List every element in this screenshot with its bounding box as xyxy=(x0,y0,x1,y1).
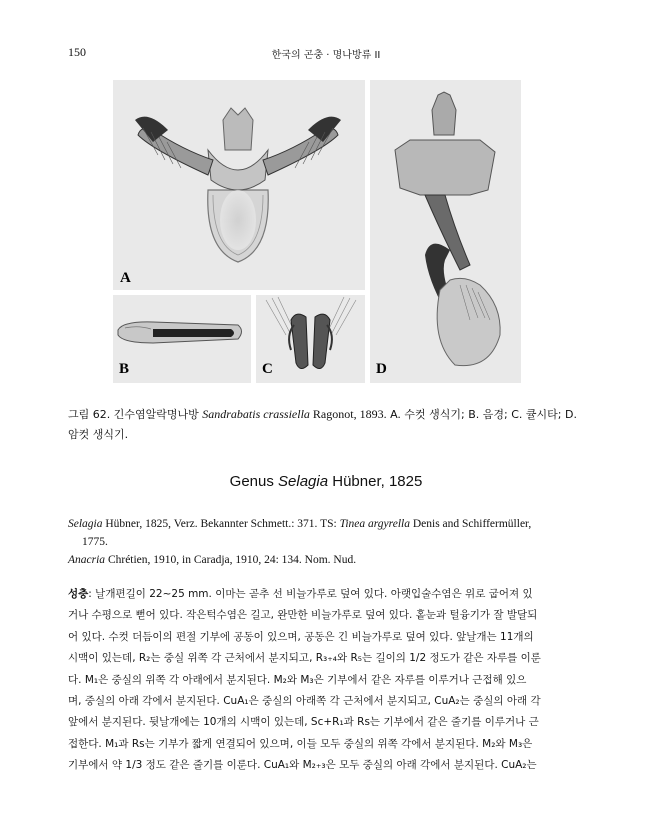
synonym-name: Selagia xyxy=(68,518,103,530)
synonym-citation: Chrétien, 1910, in Caradja, 1910, 24: 134. Nom. Nud. xyxy=(105,554,357,566)
caption-rest-line2: 암컷 생식기. xyxy=(68,428,129,441)
panel-label-d: D xyxy=(376,361,387,377)
caption-rest-line1: A. 수컷 생식기; B. 음경; C. 큘시타; D. xyxy=(386,408,577,421)
genus-name: Selagia xyxy=(278,473,329,490)
panel-label-a: A xyxy=(120,270,131,286)
figure-panel-c xyxy=(256,295,365,383)
caption-species: Sandrabatis crassiella xyxy=(202,407,310,421)
caption-authority: Ragonot, 1893. xyxy=(309,407,387,421)
male-genitalia-illustration xyxy=(113,80,365,290)
description-line: 앞에서 분지된다. 뒷날개에는 10개의 시맥이 있는데, Sc+R₁과 Rs는 기부에서 같은 줄기를 이루거나 근 xyxy=(68,716,539,729)
genus-authority: Hübner, 1825 xyxy=(328,473,423,490)
figure-panel-b xyxy=(113,295,251,383)
synonymy-entry-1 xyxy=(68,515,588,551)
synonym-citation-continued: 1775. xyxy=(82,536,108,548)
female-genitalia-illustration xyxy=(370,80,521,383)
synonym-name: Anacria xyxy=(68,554,106,566)
description-line: 시맥이 있는데, R₂는 중실 위쪽 각 근처에서 분지되고, R₃₊₄와 R₅는 길이의 1/2 정도가 같은 자루를 이룬 xyxy=(68,652,541,665)
aedeagus-illustration xyxy=(113,295,251,383)
description-line: : 날개편길이 22~25 mm. 이마는 곧추 선 비늘가루로 덮여 있다. 아랫입술수염은 위로 굽어져 있 xyxy=(88,588,533,600)
description-line: 기부에서 약 1/3 정도 같은 줄기를 이룬다. CuA₁와 M₂₊₃은 모두 중실의 아래 각에서 분지된다. CuA₂는 xyxy=(68,759,537,772)
caption-prefix: 그림 62. 긴수염알락명나방 xyxy=(68,408,203,421)
description-line: 어 있다. 수컷 더듬이의 편절 기부에 공동이 있으며, 공동은 긴 비늘가루로 덮여 있다. 앞날개는 11개의 xyxy=(68,630,534,643)
adult-description xyxy=(68,584,588,777)
genus-heading xyxy=(0,473,652,490)
figure-panel-a xyxy=(113,80,365,290)
description-heading: 성충 xyxy=(68,588,89,600)
figure-panel-d xyxy=(370,80,521,383)
description-line: 다. M₁은 중실의 위쪽 각 아래에서 분지된다. M₂와 M₃은 기부에서 같은 자루를 이루거나 근접해 있으 xyxy=(68,673,527,686)
type-species-name: Tinea argyrella xyxy=(339,518,410,530)
description-line: 거나 수평으로 뻗어 있다. 작은턱수염은 길고, 완만한 비늘가루로 덮여 있다. 홑눈과 털융기가 잘 발달되 xyxy=(68,609,538,622)
type-species-authority: Denis and Schiffermüller, xyxy=(409,518,532,530)
panel-label-c: C xyxy=(262,361,273,377)
figure-caption xyxy=(68,404,588,445)
description-line: 접한다. M₁과 Rs는 기부가 짧게 연결되어 있으며, 이들 모두 중실의 위쪽 각에서 분지된다. M₂와 M₃은 xyxy=(68,737,533,750)
synonym-citation: Hübner, 1825, Verz. Bekannter Schmett.: 371. TS: xyxy=(102,518,340,530)
running-title: 한국의 곤충 · 명나방류 II xyxy=(271,50,381,61)
description-line: 며, 중실의 아래 각에서 분지된다. CuA₁은 중실의 아래쪽 각 근처에서 분지되고, CuA₂는 중실의 아래 각 xyxy=(68,695,541,708)
page-number: 150 xyxy=(68,45,86,59)
synonymy-entry-2 xyxy=(68,551,588,569)
panel-label-b: B xyxy=(119,361,130,377)
genus-prefix: Genus xyxy=(229,473,279,490)
